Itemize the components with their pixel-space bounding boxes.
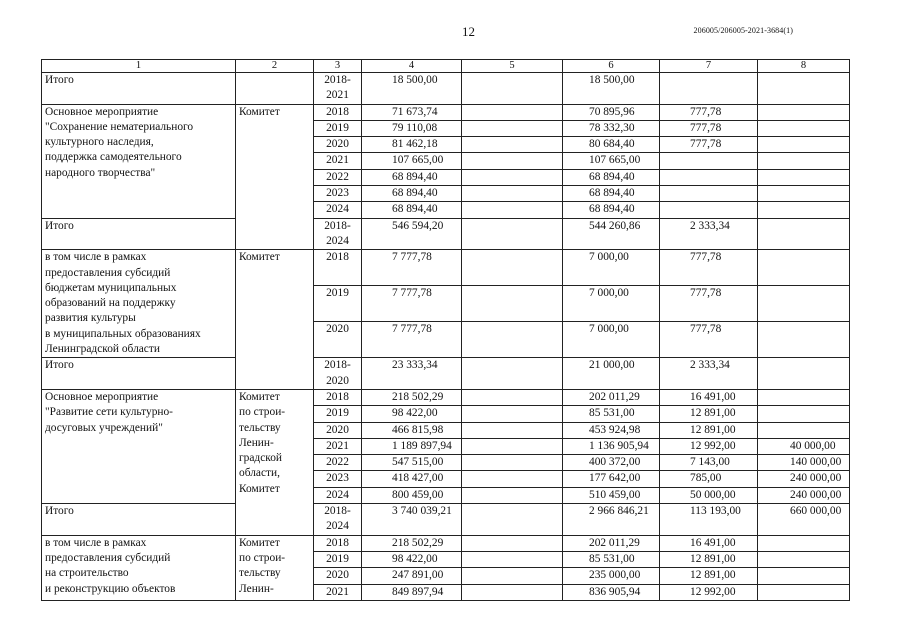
amount-cell: 107 665,00	[563, 153, 660, 169]
amount-cell	[758, 406, 850, 422]
year-cell: 2022	[314, 455, 362, 471]
amount-cell	[758, 535, 850, 551]
period-cell: 2018- 2020	[314, 358, 362, 390]
total-row	[42, 218, 850, 250]
amount-cell: 7 000,00	[563, 286, 660, 322]
amount-cell: 1 136 905,94	[563, 438, 660, 454]
total-amount-cell: 546 594,20	[362, 218, 462, 250]
amount-cell	[758, 286, 850, 322]
activity-name-cell: в том числе в рамках предоставления субсидий бюджетам муниципальных образований на поддержку развития культуры в муниципальных образованиях Ленинградской области	[42, 250, 236, 358]
amount-cell: 777,78	[660, 137, 758, 153]
total-amount-cell: 3 740 039,21	[362, 504, 462, 536]
total-amount-cell	[462, 218, 563, 250]
year-cell: 2020	[314, 422, 362, 438]
amount-cell: 7 777,78	[362, 286, 462, 322]
column-number: 2	[236, 60, 314, 73]
executor-cell: Комитет	[236, 104, 314, 250]
column-number: 5	[462, 60, 563, 73]
year-cell: 2020	[314, 568, 362, 584]
amount-cell: 68 894,40	[362, 169, 462, 185]
amount-cell	[462, 120, 563, 136]
amount-cell	[758, 202, 850, 218]
amount-cell: 800 459,00	[362, 487, 462, 503]
amount-cell: 68 894,40	[362, 202, 462, 218]
amount-cell: 79 110,08	[362, 120, 462, 136]
year-cell: 2019	[314, 406, 362, 422]
amount-cell	[758, 250, 850, 286]
amount-cell	[660, 186, 758, 202]
year-cell: 2020	[314, 137, 362, 153]
amount-cell: 777,78	[660, 286, 758, 322]
year-cell: 2022	[314, 169, 362, 185]
amount-cell: 78 332,30	[563, 120, 660, 136]
period-cell: 2018- 2024	[314, 504, 362, 536]
column-number: 4	[362, 60, 462, 73]
amount-cell: 547 515,00	[362, 455, 462, 471]
amount-cell	[462, 584, 563, 600]
amount-cell: 12 891,00	[660, 406, 758, 422]
total-amount-cell: 18 500,00	[362, 73, 462, 105]
total-amount-cell	[758, 358, 850, 390]
amount-cell: 240 000,00	[758, 471, 850, 487]
amount-cell: 777,78	[660, 120, 758, 136]
amount-cell: 7 143,00	[660, 455, 758, 471]
amount-cell: 7 777,78	[362, 322, 462, 358]
amount-cell: 12 992,00	[660, 438, 758, 454]
amount-cell	[462, 322, 563, 358]
column-number: 7	[660, 60, 758, 73]
total-amount-cell: 23 333,34	[362, 358, 462, 390]
document-code: 206005/206005-2021-3684(1)	[693, 26, 793, 35]
amount-cell: 400 372,00	[563, 455, 660, 471]
total-amount-cell	[462, 73, 563, 105]
amount-cell: 849 897,94	[362, 584, 462, 600]
amount-cell	[462, 406, 563, 422]
amount-cell	[758, 568, 850, 584]
financing-table	[41, 59, 850, 601]
year-cell: 2023	[314, 471, 362, 487]
table-row	[42, 389, 850, 405]
amount-cell: 466 815,98	[362, 422, 462, 438]
amount-cell	[462, 455, 563, 471]
total-amount-cell	[660, 73, 758, 105]
amount-cell	[758, 169, 850, 185]
amount-cell: 418 427,00	[362, 471, 462, 487]
period-cell: 2018- 2021	[314, 73, 362, 105]
amount-cell: 16 491,00	[660, 389, 758, 405]
amount-cell: 80 684,40	[563, 137, 660, 153]
year-cell: 2019	[314, 551, 362, 567]
amount-cell	[462, 487, 563, 503]
amount-cell: 68 894,40	[563, 169, 660, 185]
amount-cell	[462, 186, 563, 202]
amount-cell: 12 891,00	[660, 568, 758, 584]
year-cell: 2018	[314, 389, 362, 405]
total-label: Итого	[42, 358, 236, 390]
executor-cell: Комитет по строи- тельству Ленин- градской области, Комитет	[236, 389, 314, 535]
amount-cell: 777,78	[660, 250, 758, 286]
amount-cell	[462, 137, 563, 153]
total-row	[42, 358, 850, 390]
year-cell: 2021	[314, 584, 362, 600]
amount-cell	[462, 250, 563, 286]
executor-cell	[236, 73, 314, 105]
amount-cell: 85 531,00	[563, 406, 660, 422]
amount-cell: 50 000,00	[660, 487, 758, 503]
amount-cell: 177 642,00	[563, 471, 660, 487]
column-number: 8	[758, 60, 850, 73]
amount-cell: 510 459,00	[563, 487, 660, 503]
year-cell: 2018	[314, 535, 362, 551]
activity-name-cell: Основное мероприятие "Развитие сети культурно- досуговых учреждений"	[42, 389, 236, 503]
table-row	[42, 250, 850, 286]
year-cell: 2023	[314, 186, 362, 202]
executor-cell: Комитет по строи- тельству Ленин-	[236, 535, 314, 600]
period-cell: 2018- 2024	[314, 218, 362, 250]
total-amount-cell	[758, 218, 850, 250]
table-row	[42, 104, 850, 120]
amount-cell: 68 894,40	[362, 186, 462, 202]
year-cell: 2019	[314, 120, 362, 136]
activity-name-cell: в том числе в рамках предоставления субсидий на строительство и реконструкцию объектов	[42, 535, 236, 600]
executor-cell: Комитет	[236, 250, 314, 390]
amount-cell	[758, 389, 850, 405]
total-amount-cell: 2 333,34	[660, 218, 758, 250]
year-cell: 2019	[314, 286, 362, 322]
year-cell: 2018	[314, 104, 362, 120]
amount-cell: 247 891,00	[362, 568, 462, 584]
amount-cell: 240 000,00	[758, 487, 850, 503]
amount-cell: 107 665,00	[362, 153, 462, 169]
amount-cell	[462, 104, 563, 120]
amount-cell	[660, 202, 758, 218]
amount-cell: 7 777,78	[362, 250, 462, 286]
amount-cell: 202 011,29	[563, 389, 660, 405]
year-cell: 2024	[314, 487, 362, 503]
amount-cell	[758, 186, 850, 202]
total-amount-cell	[758, 73, 850, 105]
amount-cell: 777,78	[660, 104, 758, 120]
total-label: Итого	[42, 73, 236, 105]
amount-cell	[462, 568, 563, 584]
amount-cell: 16 491,00	[660, 535, 758, 551]
total-amount-cell: 2 333,34	[660, 358, 758, 390]
total-amount-cell: 113 193,00	[660, 504, 758, 536]
amount-cell: 836 905,94	[563, 584, 660, 600]
year-cell: 2021	[314, 153, 362, 169]
year-cell: 2018	[314, 250, 362, 286]
amount-cell	[462, 422, 563, 438]
year-cell: 2020	[314, 322, 362, 358]
amount-cell: 12 992,00	[660, 584, 758, 600]
amount-cell: 235 000,00	[563, 568, 660, 584]
amount-cell: 70 895,96	[563, 104, 660, 120]
amount-cell: 12 891,00	[660, 422, 758, 438]
total-amount-cell: 21 000,00	[563, 358, 660, 390]
amount-cell	[462, 551, 563, 567]
amount-cell: 68 894,40	[563, 202, 660, 218]
year-cell: 2024	[314, 202, 362, 218]
page-number: 12	[462, 24, 475, 39]
amount-cell	[462, 535, 563, 551]
amount-cell: 7 000,00	[563, 250, 660, 286]
amount-cell	[462, 438, 563, 454]
total-amount-cell	[462, 358, 563, 390]
total-label: Итого	[42, 218, 236, 250]
amount-cell: 12 891,00	[660, 551, 758, 567]
amount-cell	[660, 153, 758, 169]
total-amount-cell	[462, 504, 563, 536]
amount-cell: 202 011,29	[563, 535, 660, 551]
amount-cell	[660, 169, 758, 185]
amount-cell	[758, 422, 850, 438]
amount-cell	[462, 389, 563, 405]
total-row	[42, 73, 850, 105]
total-amount-cell: 544 260,86	[563, 218, 660, 250]
total-amount-cell: 2 966 846,21	[563, 504, 660, 536]
amount-cell: 218 502,29	[362, 389, 462, 405]
amount-cell	[758, 120, 850, 136]
amount-cell: 85 531,00	[563, 551, 660, 567]
amount-cell: 40 000,00	[758, 438, 850, 454]
amount-cell	[462, 202, 563, 218]
amount-cell: 785,00	[660, 471, 758, 487]
amount-cell	[758, 137, 850, 153]
year-cell: 2021	[314, 438, 362, 454]
amount-cell	[758, 104, 850, 120]
amount-cell	[758, 153, 850, 169]
amount-cell: 140 000,00	[758, 455, 850, 471]
total-amount-cell: 18 500,00	[563, 73, 660, 105]
total-row	[42, 504, 850, 536]
amount-cell	[462, 153, 563, 169]
table-row	[42, 535, 850, 551]
amount-cell: 98 422,00	[362, 406, 462, 422]
amount-cell: 453 924,98	[563, 422, 660, 438]
amount-cell	[462, 471, 563, 487]
amount-cell: 71 673,74	[362, 104, 462, 120]
column-number: 3	[314, 60, 362, 73]
column-number-row	[42, 60, 850, 73]
amount-cell	[462, 286, 563, 322]
activity-name-cell: Основное мероприятие "Сохранение нематериального культурного наследия, поддержка самодеятельного народного творчества"	[42, 104, 236, 218]
amount-cell	[758, 551, 850, 567]
column-number: 1	[42, 60, 236, 73]
amount-cell: 68 894,40	[563, 186, 660, 202]
amount-cell: 1 189 897,94	[362, 438, 462, 454]
amount-cell	[758, 584, 850, 600]
amount-cell: 218 502,29	[362, 535, 462, 551]
total-label: Итого	[42, 504, 236, 536]
column-number: 6	[563, 60, 660, 73]
amount-cell	[462, 169, 563, 185]
total-amount-cell: 660 000,00	[758, 504, 850, 536]
amount-cell: 81 462,18	[362, 137, 462, 153]
amount-cell: 777,78	[660, 322, 758, 358]
amount-cell	[758, 322, 850, 358]
amount-cell: 98 422,00	[362, 551, 462, 567]
amount-cell: 7 000,00	[563, 322, 660, 358]
